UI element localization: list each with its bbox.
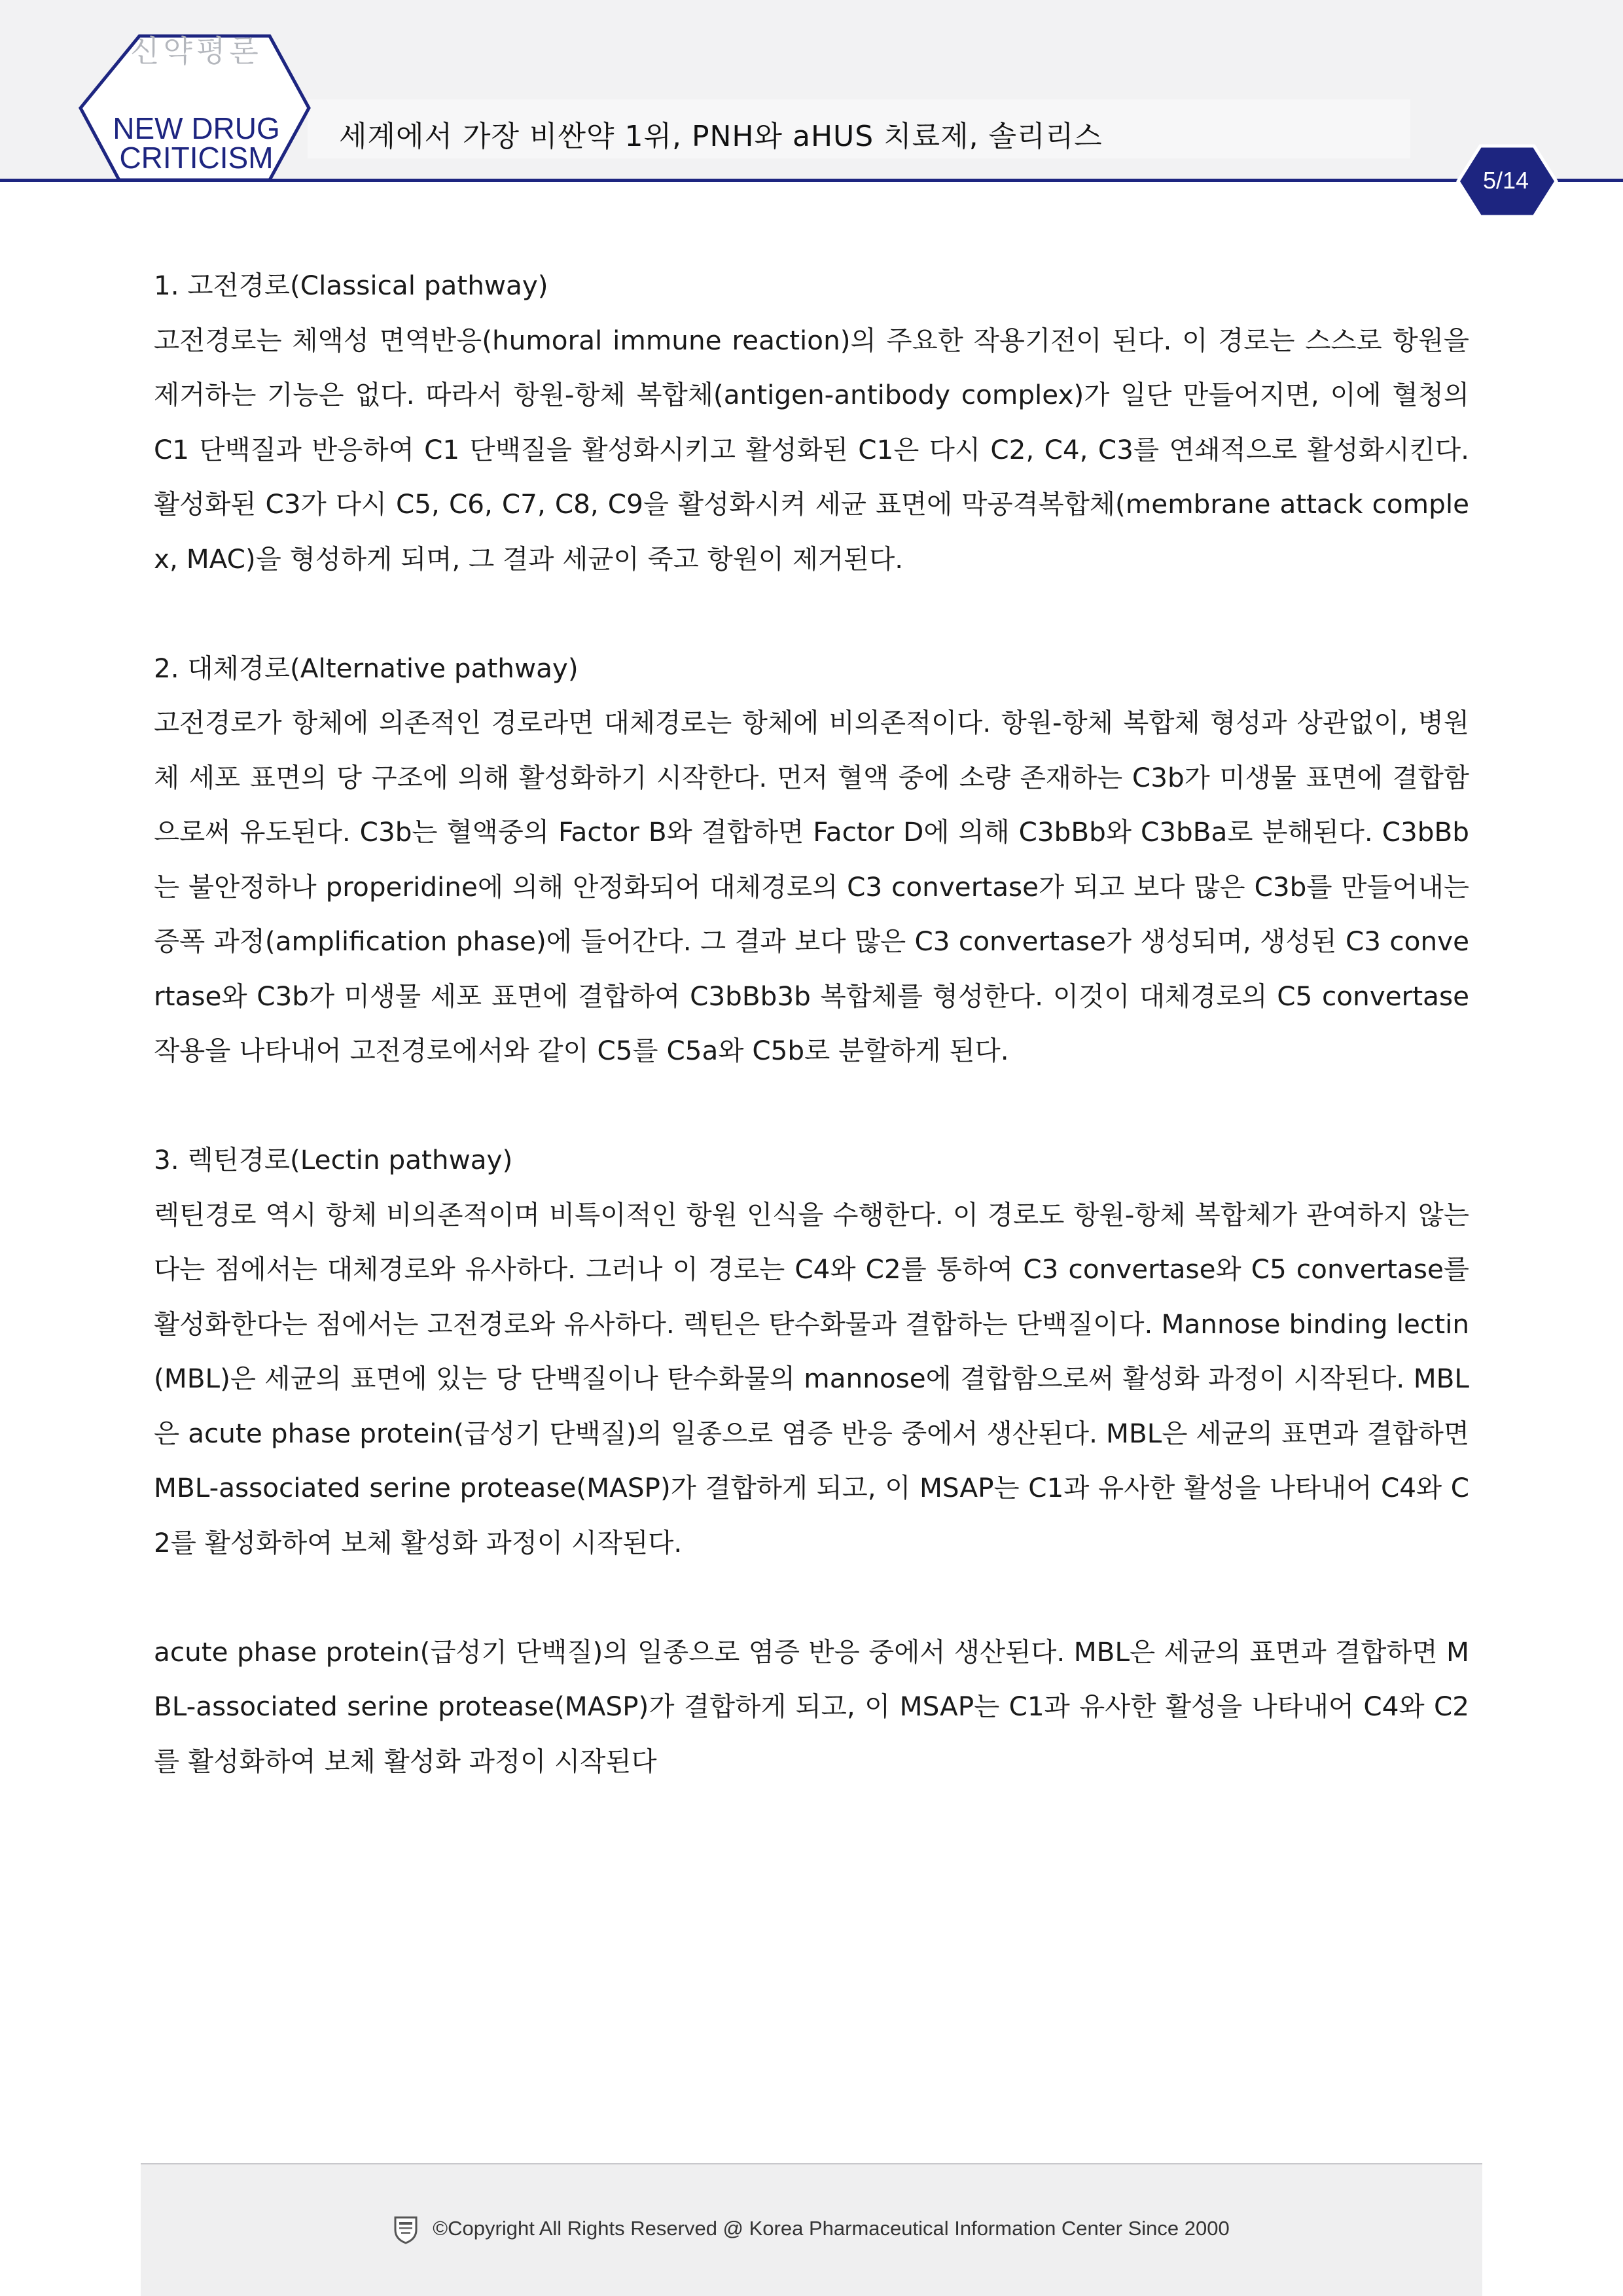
article-body bbox=[154, 259, 1469, 1789]
crest-icon bbox=[393, 2215, 418, 2244]
document-subtitle: 세계에서 가장 비싼약 1위, PNH와 aHUS 치료제, 솔리리스 bbox=[339, 120, 1103, 153]
footer-divider bbox=[141, 2163, 1482, 2164]
section-heading-lectin: 3. 렉틴경로(Lectin pathway) bbox=[154, 1144, 513, 1175]
logo-english-line1: NEW DRUG bbox=[113, 111, 280, 145]
page-indicator: 5/14 bbox=[1482, 167, 1529, 194]
footer-copyright: ©Copyright All Rights Reserved @ Korea Pharmaceutical Information Center Since 2000 bbox=[433, 2217, 1230, 2240]
logo-korean: 신약평론 bbox=[130, 33, 262, 69]
section-heading-classical: 1. 고전경로(Classical pathway) bbox=[154, 270, 548, 301]
logo-english-line2: CRITICISM bbox=[119, 141, 274, 175]
section-body-classical: 고전경로는 체액성 면역반응(humoral immune reaction)의 주요한 작용기전이 된다. 이 경로는 스스로 항원을 제거하는 기능은 없다. 따라서 항원-항체 복합체(antigen-antibody complex)가 일단 만들어지면, 이에 혈청의 C1 단백질과 반응하여 C1 단백질을 활성화시키고 활성화된 C1은 다시 C2, C4, C3를 연쇄적으로 활성화시킨다. 활성화된 C3가 다시 C5, C6, C7, C8, C9을 활성화시켜 세균 표면에 막공격복합체(membrane attack complex, MAC)을 형성하게 되며, 그 결과 세균이 죽고 항원이 제거된다. bbox=[154, 324, 1469, 575]
extra-paragraph: acute phase protein(급성기 단백질)의 일종으로 염증 반응 중에서 생산된다. MBL은 세균의 표면과 결합하면 MBL-associated serine protease(MASP)가 결합하게 되고, 이 MSAP는 C1과 유사한 활성을 나타내어 C4와 C2를 활성화하여 보체 활성화 과정이 시작된다 bbox=[154, 1636, 1469, 1777]
section-heading-alternative: 2. 대체경로(Alternative pathway) bbox=[154, 652, 579, 684]
footer bbox=[0, 2215, 1623, 2244]
section-body-alternative: 고전경로가 항체에 의존적인 경로라면 대체경로는 항체에 비의존적이다. 항원-항체 복합체 형성과 상관없이, 병원체 세포 표면의 당 구조에 의해 활성화하기 시작한다. 먼저 혈액 중에 소량 존재하는 C3b가 미생물 표면에 결합함으로써 유도된다. C3b는 혈액중의 Factor B와 결합하면 Factor D에 의해 C3bBb와 C3bBa로 분해된다. C3bBb는 불안정하나 properidine에 의해 안정화되어 대체경로의 C3 convertase가 되고 보다 많은 C3b를 만들어내는 증폭 과정(amplification phase)에 들어간다. 그 결과 보다 많은 C3 convertase가 생성되며, 생성된 C3 convertase와 C3b가 미생물 세포 표면에 결합하여 C3bBb3b 복합체를 형성한다. 이것이 대체경로의 C5 convertase 작용을 나타내어 고전경로에서와 같이 C5를 C5a와 C5b로 분할하게 된다. bbox=[154, 707, 1469, 1066]
section-body-lectin: 렉틴경로 역시 항체 비의존적이며 비특이적인 항원 인식을 수행한다. 이 경로도 항원-항체 복합체가 관여하지 않는 다는 점에서는 대체경로와 유사하다. 그러나 이 경로는 C4와 C2를 통하여 C3 convertase와 C5 convertase를 활성화한다는 점에서는 고전경로와 유사하다. 렉틴은 탄수화물과 결합하는 단백질이다. Mannose binding lectin(MBL)은 세균의 표면에 있는 당 단백질이나 탄수화물의 mannose에 결합함으로써 활성화 과정이 시작된다. MBL은 acute phase protein(급성기 단백질)의 일종으로 염증 반응 중에서 생산된다. MBL은 세균의 표면과 결합하면 MBL-associated serine protease(MASP)가 결합하게 되고, 이 MSAP는 C1과 유사한 활성을 나타내어 C4와 C2를 활성화하여 보체 활성화 과정이 시작된다. bbox=[154, 1198, 1469, 1558]
